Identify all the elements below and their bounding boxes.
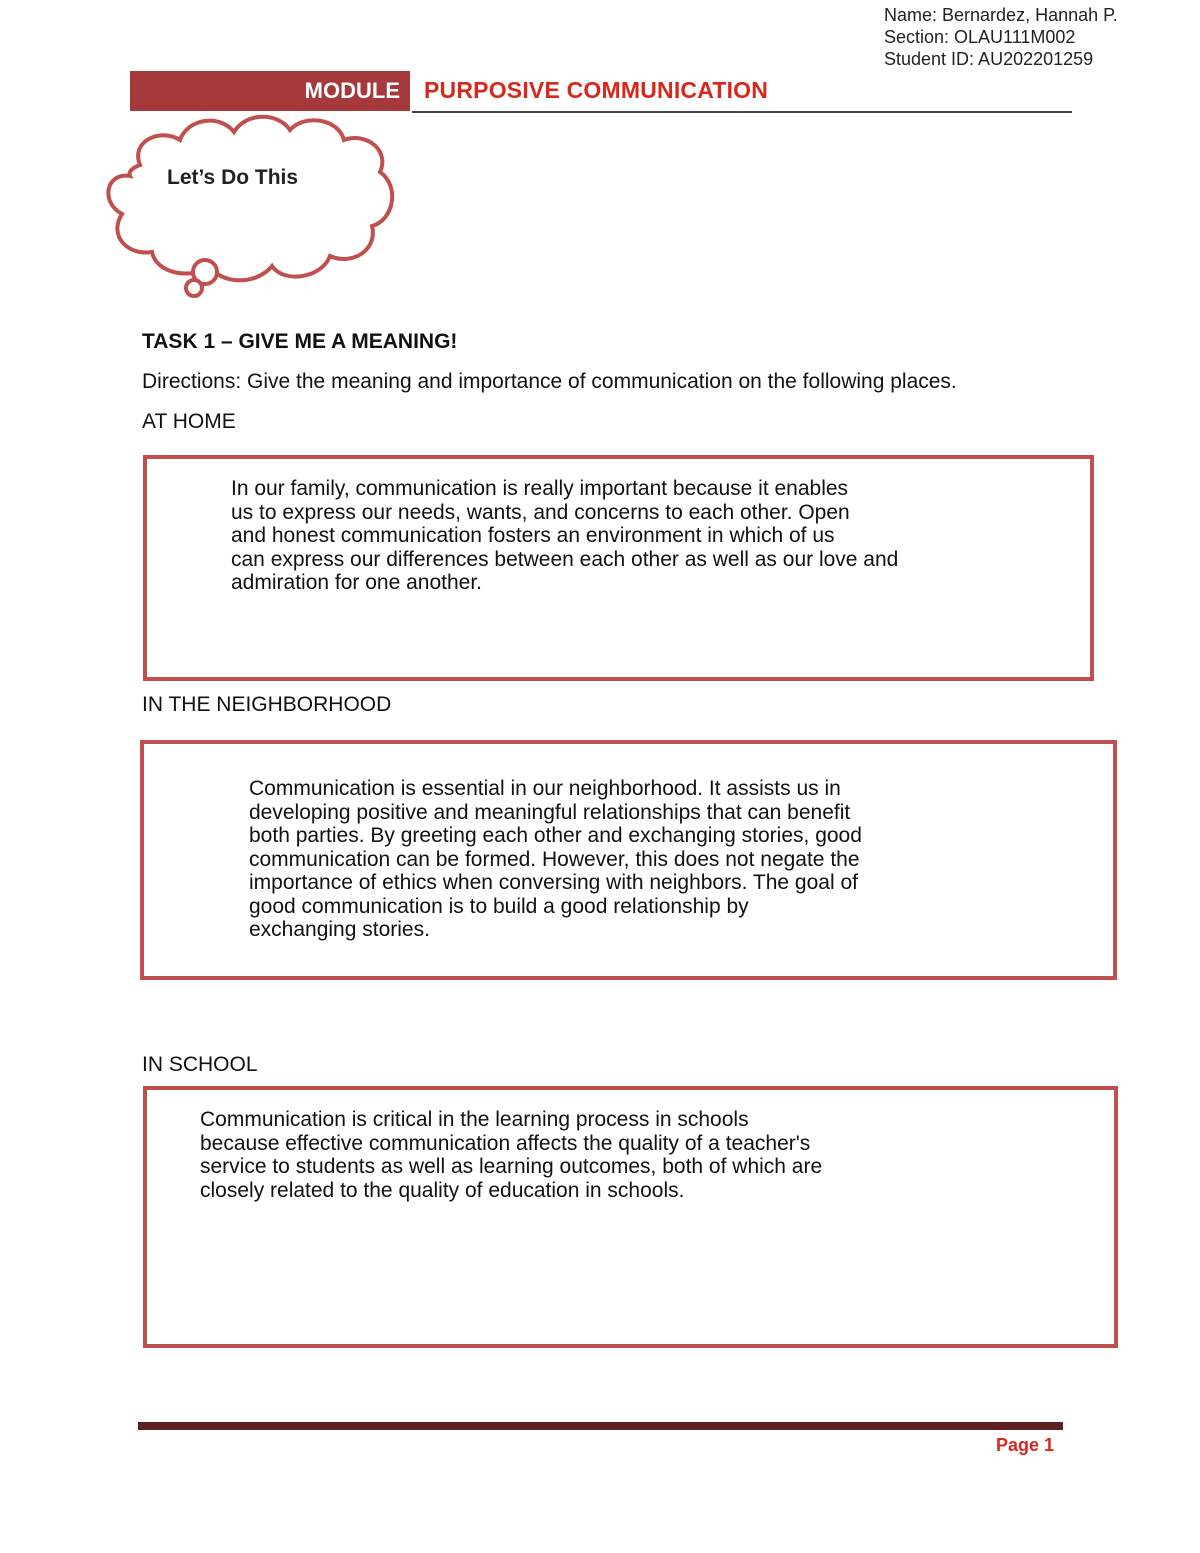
answer-line: because effective communication affects the quality of a teacher's [200,1131,811,1155]
task-directions: Directions: Give the meaning and importance of communication on the following places. [142,370,957,393]
answer-line: both parties. By greeting each other and exchanging stories, good [249,824,862,847]
section-label-neighborhood: IN THE NEIGHBORHOOD [142,693,392,716]
callout-text: Let’s Do This [167,166,299,189]
answer-line: communication can be formed. However, this does not negate the [249,847,860,871]
answer-text-school [200,1108,822,1202]
answer-line: and honest communication fosters an environment in which of us [231,524,835,547]
answer-line: exchanging stories. [249,918,430,941]
answer-line: Communication is critical in the learning process in schools [200,1108,749,1131]
answer-box-school[interactable] [143,1086,1118,1348]
answer-line: developing positive and meaningful relationships that can benefit [249,800,851,824]
answer-line: us to express our needs, wants, and concerns to each other. Open [231,500,850,524]
answer-line: can express our differences between each other as well as our love and [231,547,899,571]
footer-rule [138,1422,1063,1430]
answer-box-home[interactable] [143,455,1094,681]
answer-line: In our family, communication is really important because it enables [231,477,849,500]
section-label-home: AT HOME [142,410,236,433]
section-label-school: IN SCHOOL [142,1053,258,1076]
answer-line: service to students as well as learning outcomes, both of which are [200,1155,823,1178]
student-section: Section: OLAU111M002 [884,27,1076,47]
answer-line: good communication is to build a good relationship by [249,894,749,918]
answer-box-neighborhood[interactable] [140,740,1117,980]
student-id: Student ID: AU202201259 [884,49,1094,69]
page-number: Page 1 [996,1435,1055,1455]
module-tag [130,71,410,111]
module-title: PURPOSIVE COMMUNICATION [424,77,769,103]
header-rule [412,111,1072,113]
task-title: TASK 1 – GIVE ME A MEANING! [142,330,458,353]
answer-line: admiration for one another. [231,571,482,594]
answer-line: Communication is essential in our neighborhood. It assists us in [249,777,841,800]
student-name: Name: Bernardez, Hannah P. [884,5,1118,25]
answer-text-neighborhood [249,777,862,942]
student-info [884,4,1118,70]
answer-line: importance of ethics when conversing with neighbors. The goal of [249,871,858,894]
thought-cloud-icon [100,110,400,305]
answer-text-home [231,477,898,595]
answer-line: closely related to the quality of education in schools. [200,1178,685,1202]
module-label: MODULE [304,78,400,103]
